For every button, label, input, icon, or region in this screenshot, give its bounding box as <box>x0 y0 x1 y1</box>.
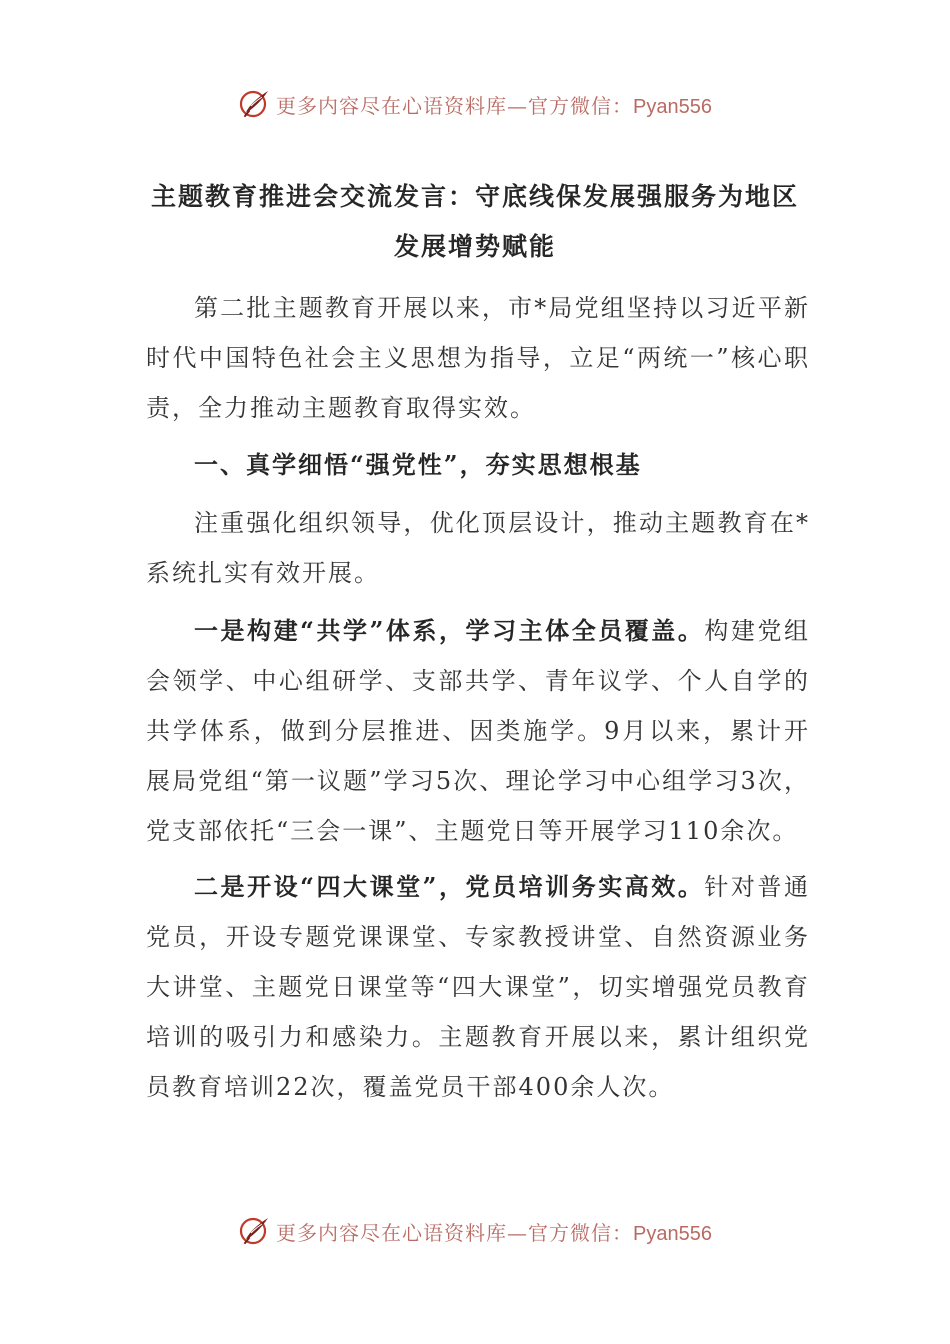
item-text-2: 针对普通党员，开设专题党课课堂、专家教授讲堂、自然资源业务大讲堂、主题党日课堂等“四大课堂”，切实增强党员教育培训的吸引力和感染力。主题教育开展以来，累计组织党员教育培训22次，覆盖党员干部400余人次。 <box>146 873 811 1101</box>
watermark-text <box>276 1217 712 1246</box>
item-paragraph-1 <box>146 606 810 856</box>
header-watermark <box>0 84 950 124</box>
section-heading: 一、真学细悟“强党性”，夯实思想根基 <box>194 450 642 479</box>
intro-paragraph: 第二批主题教育开展以来，市*局党组坚持以习近平新时代中国特色社会主义思想为指导，立足“两统一”核心职责，全力推动主题教育取得实效。 <box>146 294 810 422</box>
item-paragraph-2 <box>146 862 810 1112</box>
item-text-1: 构建党组会领学、中心组研学、支部共学、青年议学、个人自学的共学体系，做到分层推进、因类施学。9月以来，累计开展局党组“第一议题”学习5次、理论学习中心组学习3次，党支部依托“三会一课”、主题党日等开展学习110余次。 <box>146 617 811 845</box>
item-lead-1: 一是构建“共学”体系，学习主体全员覆盖。 <box>194 616 705 645</box>
watermark-handle: Pyan556 <box>633 95 712 118</box>
item-lead-2: 二是开设“四大课堂”，党员培训务实高效。 <box>194 872 705 901</box>
footer-watermark <box>0 1211 950 1251</box>
document-title: 主题教育推进会交流发言：守底线保发展强服务为地区发展增势赋能 <box>150 182 799 261</box>
quill-pen-logo-icon <box>238 1214 272 1248</box>
quill-pen-logo-icon <box>238 87 272 121</box>
watermark-label: 更多内容尽在心语资料库—官方微信： <box>276 93 634 118</box>
watermark-handle: Pyan556 <box>633 1222 712 1245</box>
watermark-text <box>276 90 712 119</box>
watermark-label: 更多内容尽在心语资料库—官方微信： <box>276 1220 634 1245</box>
section-paragraph: 注重强化组织领导，优化顶层设计，推动主题教育在*系统扎实有效开展。 <box>146 509 810 587</box>
